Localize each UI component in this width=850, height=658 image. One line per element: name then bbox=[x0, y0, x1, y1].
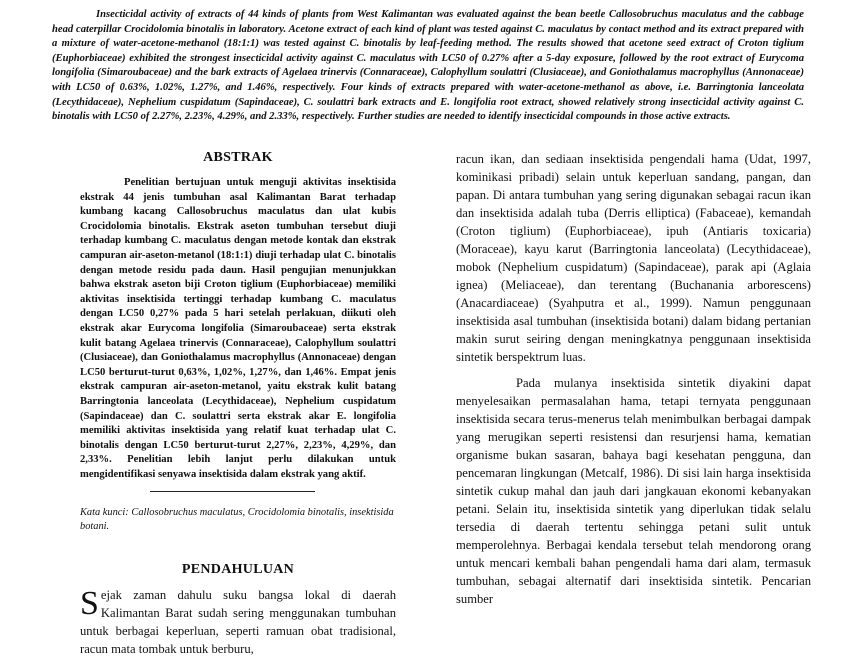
pendahuluan-heading: PENDAHULUAN bbox=[181, 562, 295, 578]
right-column bbox=[456, 150, 811, 608]
intro-paragraph bbox=[80, 586, 396, 658]
abstrak-body: Penelitian bertujuan untuk menguji aktivitas insektisida ekstrak 44 jenis tumbuhan asal Kalimantan Barat terhadap kumbang kacang Callosobruchus maculatus dan ulat kubis Crocidolomia binotalis. Ekstrak aseton tumbuhan tersebut diuji terhadap kumbang C. maculatus dengan metode kontak dan ekstrak campuran air-aseton-metanol (18:1:1) diuji terhadap ulat C. binotalis dengan metode residu pada daun. Hasil pengujian menunjukkan bahwa ekstrak aseton biji Croton tiglium (Euphorbiaceae) memiliki aktivitas insektisida tertinggi terhadap kumbang C. maculatus dengan LC50 0,27% pada 5 hari setelah perlakuan, diikuti oleh ekstrak akar Eurycoma longifolia (Simaroubaceae) serta ekstrak kulit batang Agelaea trinervis (Connaraceae), Calophyllum soulattri (Clusiaceae), dan Goniothalamus macrophyllus (Annonaceae) dengan LC50 berturut-turut 0,63%, 1,02%, 1,27%, dan 1,46%. Empat jenis ekstrak campuran air-aseton-metanol, yaitu ekstrak kulit batang Barringtonia lanceolata (Lecythidaceae), Nephelium cuspidatum (Sapindaceae) dan C. soulattri serta ekstrak akar E. longifolia memiliki aktivitas insektisida yang relatif kuat terhadap ulat C. binotalis dengan LC50 berturut-turut 2,27%, 2,23%, 4,29%, dan 2,33%. Penelitian lebih lanjut perlu dilakukan untuk mengidentifikasi senyawa insektisida dalam ekstrak yang aktif. bbox=[80, 177, 396, 480]
keywords-label: Kata kunci: bbox=[80, 507, 129, 519]
english-abstract: Insecticidal activity of extracts of 44 kinds of plants from West Kalimantan was evaluated against the bean beetle Callosobruchus maculatus and the cabbage head caterpillar Crocidolomia binotalis in laboratory. Acetone extract of each kind of plant was tested against C. maculatus by contact method and its extract prepared with a mixture of water-acetone-methanol (18:1:1) was tested against C. binotalis by leaf-feeding method. The results showed that acetone seed extract of Croton tiglium (Euphorbiaceae) exhibited the strongest insecticidal activity against C. maculatus with LC50 of 0.27% after a 5-day exposure, followed by the root extract of Eurycoma longifolia (Simaroubaceae) and the bark extracts of Agelaea trinervis (Connaraceae), Calophyllum soulattri (Clusiaceae), and Goniothalamus macrophyllus (Annonaceae) with LC50 of 0.63%, 1.02%, 1.27%, and 1.46%, respectively. Four kinds of extracts prepared with water-acetone-methanol as above, i.e. Barringtonia lanceolata (Lecythidaceae), Nephelium cuspidatum (Sapindaceae), C. soulattri bark extracts and E. longifolia root extract, showed relatively strong insecticidal activity against C. binotalis with LC50 of 2.27%, 2.23%, 4.29%, and 2.33%, respectively. Further studies are needed to identify insecticidal compounds in those active extracts. bbox=[52, 9, 804, 123]
right-paragraph-1: racun ikan, dan sediaan insektisida pengendali hama (Udat, 1997, kominikasi pribadi) selain untuk keperluan sandang, pangan, dan papan. Di antara tumbuhan yang sering digunakan sebagai racun ikan dan insektisida adalah tuba (Derris elliptica) (Fabaceae), kemandah (Croton tiglium) (Euphorbiaceae), ipuh (Antiaris toxicaria) (Moraceae), kayu karut (Barringtonia lanceolata) (Lecythidaceae), mobok (Nephelium cuspidatum) (Sapindaceae), parak api (Aglaia ignea) (Meliaceae), dan terentang (Buchanania arborescens) (Anacardiaceae) (Syahputra et al., 1999). Namun penggunaan insektisida asal tumbuhan (insektisida botani) dalam bidang pertanian makin surut seiring dengan meningkatnya penggunaan insektisida sintetik berspektrum luas. bbox=[456, 152, 811, 364]
left-column bbox=[80, 150, 396, 658]
dropcap-letter: S bbox=[80, 585, 99, 623]
keyword-divider bbox=[150, 491, 315, 492]
right-paragraph-2: Pada mulanya insektisida sintetik diyakini dapat menyelesaikan permasalahan hama, tetapi ternyata penggunaan insektisida secara terus-menerus telah menimbulkan berbagai dampak yang merugikan seperti resistensi dan resurjensi hama, kematian organisme bukan sasaran, bahaya bagi kesehatan pengguna, dan pencemaran lingkungan (Metcalf, 1986). Di sisi lain harga insektisida sintetik cukup mahal dan jauh dari jangkauan ekonomi kebanyakan petani. Selain itu, insektisida sintetik yang diperlukan tidak selalu tersedia di daerah tertentu sehingga petani sulit untuk memperolehnya. Berbagai kendala tersebut telah mendorong orang untuk mencari kembali bahan pengendali hama dari alam, termasuk tumbuhan, sebagai alternatif dari insektisida sintetik. Pencarian sumber bbox=[456, 376, 811, 606]
intro-text: ejak zaman dahulu suku bangsa lokal di daerah Kalimantan Barat sudah sering menggunakan tumbuhan untuk berbagai keperluan, seperti ramuan obat tradisional, racun mata tombak untuk berburu, bbox=[80, 588, 396, 657]
keywords bbox=[80, 506, 396, 534]
keywords-text: Callosobruchus maculatus, Crocidolomia binotalis, insektisida botani. bbox=[80, 507, 394, 533]
abstrak-heading: ABSTRAK bbox=[203, 150, 273, 165]
